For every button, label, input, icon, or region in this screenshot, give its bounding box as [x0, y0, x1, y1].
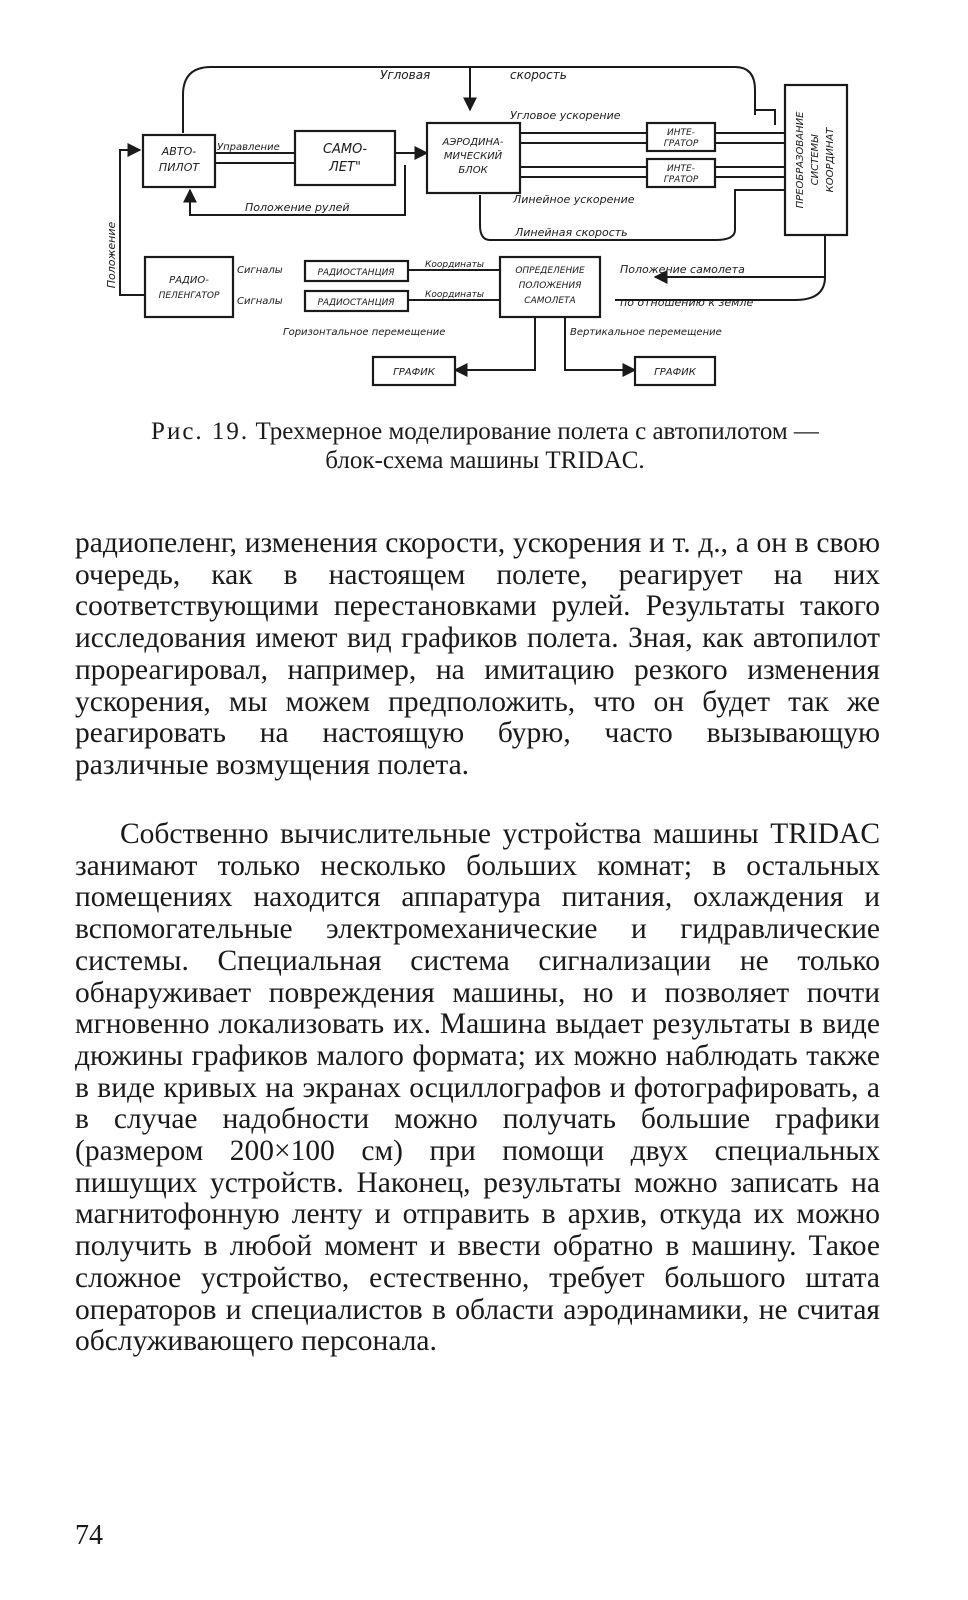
- label-plane-position-2: по отношению к земле: [620, 296, 754, 309]
- position-label-2: ПОЛОЖЕНИЯ: [518, 281, 582, 291]
- label-angular: Угловая: [380, 68, 431, 82]
- radio-finder-label-1: РАДИО-: [169, 275, 209, 286]
- transform-label-3: КООРДИНАТ: [825, 127, 836, 193]
- label-control: Управление: [217, 142, 280, 153]
- position-label-3: САМОЛЕТА: [524, 296, 576, 306]
- figure-label: Рис. 19.: [151, 418, 250, 445]
- integrator-2-label-1: ИНТЕ-: [667, 164, 695, 174]
- figure-caption-line-2: блок-схема машины TRIDAC.: [325, 447, 645, 474]
- transform-label-1: ПРЕОБРАЗОВАНИЕ: [795, 111, 806, 209]
- autopilot-label-1: АВТО-: [161, 145, 197, 158]
- integrator-1-label-2: ГРАТОР: [663, 139, 699, 149]
- label-plane-position-1: Положение самолета: [620, 263, 745, 276]
- label-signals-1: Сигналы: [237, 265, 283, 276]
- integrator-1-label-1: ИНТЕ-: [667, 128, 695, 138]
- position-arrow: [120, 150, 145, 295]
- paragraph: Собственно вычислительные устройства машины TRIDAC занимают только несколько больших комнат; в остальных помещениях находится аппаратура питания, охлаждения и вспомогательные электромеханические и гидравлические системы. Специальная система сигнализации не только обнаруживает повреждения машины, но и позволяет почти мгновенно локализовать их. Машина выдает результаты в виде дюжины графиков малого формата; их можно наблюдать также в виде кривых на экранах осциллографов и фотографировать, а в случае надобности можно получать большие графики (размером 200×100 см) при помощи двух специальных пишущих устройств. Наконец, результаты можно записать на магнитофонную ленту и отправить в архив, откуда их можно получить в любой момент и ввести обратно в машину. Такое сложное устройство, естественно, требует большого штата операторов и специалистов в области аэродинамики, не считая обслуживающего персонала.: [75, 818, 880, 1358]
- label-linear-accel: Линейное ускорение: [513, 193, 635, 206]
- label-speed: скорость: [510, 68, 567, 82]
- accel-double-line-2: [520, 167, 647, 177]
- tridac-block-diagram: [95, 55, 875, 400]
- transform-label-2: СИСТЕМЫ: [810, 134, 821, 186]
- control-arrow: [215, 153, 295, 163]
- label-horizontal-movement: Горизонтальное перемещение: [283, 327, 446, 338]
- aero-label-1: АЭРОДИНА-: [442, 137, 504, 148]
- label-position-vertical: Положение: [105, 221, 118, 289]
- angular-accel-link: [755, 110, 775, 125]
- page-number: 74: [75, 1520, 103, 1551]
- label-signals-2: Сигналы: [237, 296, 283, 307]
- aero-label-2: МИЧЕСКИЙ: [443, 151, 503, 162]
- graph-label-1: ГРАФИК: [393, 367, 435, 378]
- figure-caption: [60, 417, 910, 446]
- accel-double-line-1: [520, 133, 647, 143]
- paragraph: радиопеленг, изменения скорости, ускорения и т. д., а он в свою очередь, как в настоящем полете, реагирует на них соответствующими перестановками рулей. Результаты такого исследования имеют вид графиков полета. Зная, как автопилот прореагировал, например, на имитацию резкого изменения ускорения, мы можем предположить, что он будет так же реагировать на настоящую бурю, часто вызывающую различные возмущения полета.: [75, 527, 880, 781]
- horizontal-graph-arrow: [455, 317, 535, 370]
- radio-station-label-2: РАДИОСТАНЦИЯ: [317, 298, 395, 308]
- radio-finder-block: [145, 257, 233, 317]
- position-label-1: ОПРЕДЕЛЕНИЕ: [515, 266, 585, 276]
- aircraft-label-2: ЛЕТ": [329, 160, 361, 175]
- aircraft-label-1: САМО-: [322, 142, 368, 157]
- label-angular-accel: Угловое ускорение: [510, 109, 621, 122]
- integrator-out-1: [715, 133, 785, 143]
- autopilot-label-2: ПИЛОТ: [158, 161, 200, 174]
- vertical-graph-arrow: [565, 317, 635, 370]
- label-coordinates-1: Координаты: [425, 260, 484, 270]
- label-coordinates-2: Координаты: [425, 290, 484, 300]
- figure-title: Трехмерное моделирование полета с автопилотом —: [255, 418, 819, 445]
- label-rudder-position: Положение рулей: [245, 201, 350, 214]
- aero-label-3: БЛОК: [458, 165, 488, 176]
- radio-station-label-1: РАДИОСТАНЦИЯ: [317, 268, 395, 278]
- integrator-2-label-2: ГРАТОР: [663, 175, 699, 185]
- integrator-out-2: [715, 167, 785, 177]
- graph-label-2: ГРАФИК: [654, 367, 696, 378]
- label-linear-speed: Линейная скорость: [515, 226, 628, 239]
- label-vertical-movement: Вертикальное перемещение: [570, 327, 722, 338]
- aircraft-block: [295, 131, 395, 185]
- radio-finder-label-2: ПЕЛЕНГАТОР: [158, 291, 220, 301]
